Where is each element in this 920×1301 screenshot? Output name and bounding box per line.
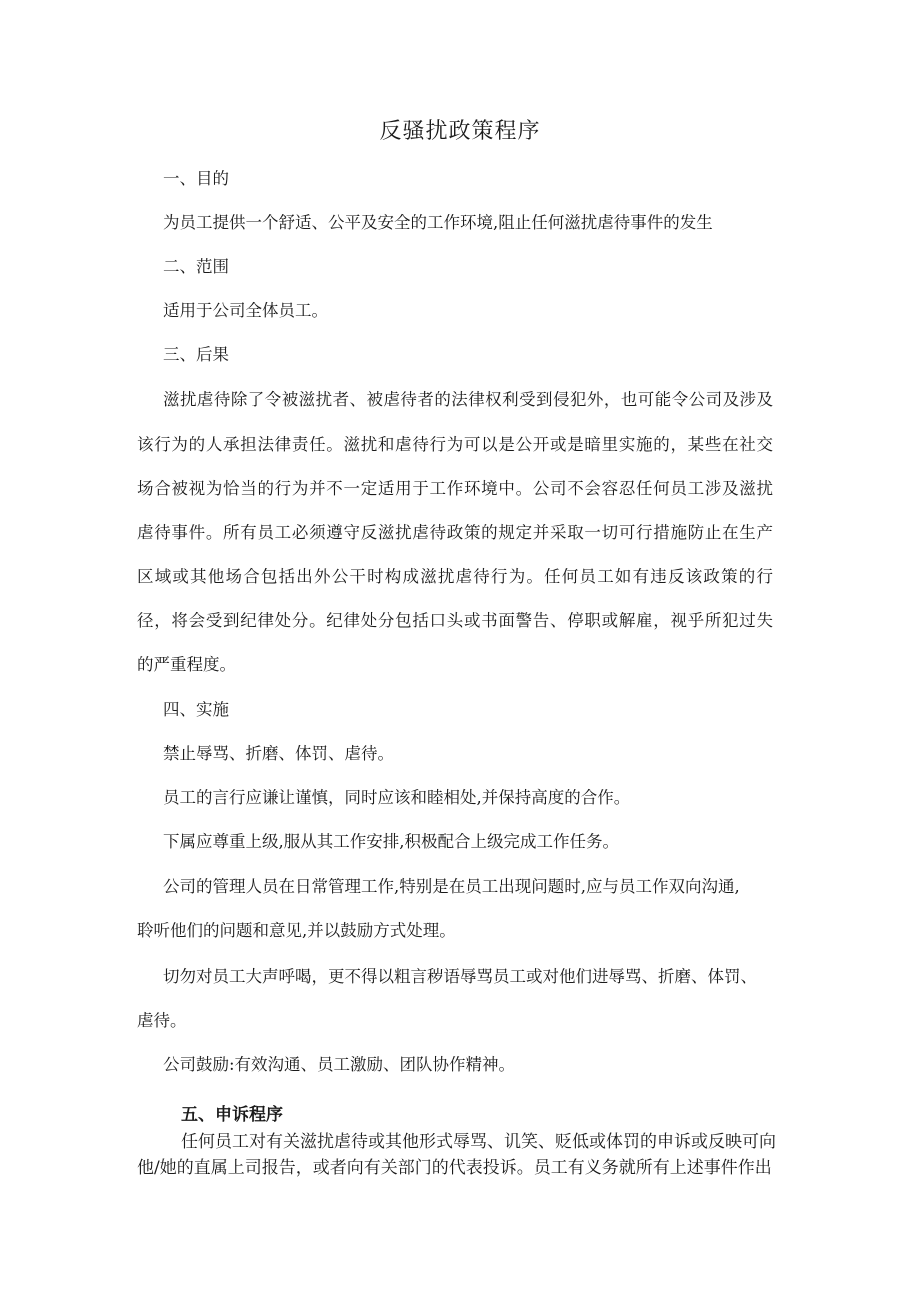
section-3-line: 的严重程度。	[137, 655, 236, 674]
section-4-paragraph-cont: 聆听他们的问题和意见,并以鼓励方式处理。	[137, 921, 456, 940]
section-4-paragraph: 切勿对员工大声呼喝，更不得以粗言秽语辱骂员工或对他们进辱骂、折磨、体罚、	[163, 967, 757, 986]
section-3-line: 径，将会受到纪律处分。纪律处分包括口头或书面警告、停职或解雇，视乎所犯过失	[137, 611, 773, 630]
section-4-paragraph: 下属应尊重上级,服从其工作安排,积极配合上级完成工作任务。	[163, 832, 619, 851]
section-3-line: 虐待事件。所有员工必须遵守反滋扰虐待政策的规定并采取一切可行措施防止在生产	[137, 523, 773, 542]
section-1-paragraph: 为员工提供一个舒适、公平及安全的工作环境,阻止任何滋扰虐待事件的发生	[163, 213, 713, 232]
document-title: 反骚扰政策程序	[379, 119, 541, 144]
section-3-heading: 三、后果	[163, 345, 229, 364]
section-5-line: 任何员工对有关滋扰虐待或其他形式辱骂、讥笑、贬低或体罚的申诉或反映可向	[181, 1132, 776, 1152]
section-4-paragraph: 员工的言行应谦让谨慎，同时应该和睦相处,并保持高度的合作。	[163, 788, 631, 807]
section-3-line: 场合被视为恰当的行为并不一定适用于工作环境中。公司不会容忍任何员工涉及滋扰	[137, 479, 773, 498]
section-4-heading: 四、实施	[163, 700, 229, 719]
section-1-heading: 一、目的	[163, 169, 229, 188]
section-5-heading: 五、申诉程序	[181, 1105, 283, 1125]
section-4-paragraph: 禁止辱骂、折磨、体罚、虐待。	[163, 744, 394, 763]
section-3-line: 滋扰虐待除了令被滋扰者、被虐待者的法律权利受到侵犯外，也可能令公司及涉及	[163, 390, 773, 409]
section-3-line: 区域或其他场合包括出外公干时构成滋扰虐待行为。任何员工如有违反该政策的行	[137, 567, 773, 586]
section-4-paragraph: 公司鼓励:有效沟通、员工激励、团队协作精神。	[163, 1055, 516, 1074]
section-3-line: 该行为的人承担法律责任。滋扰和虐待行为可以是公开或是暗里实施的，某些在社交	[137, 435, 773, 454]
section-4-paragraph-cont: 虐待。	[137, 1011, 187, 1030]
section-4-paragraph: 公司的管理人员在日常管理工作,特别是在员工出现问题时,应与员工作双向沟通,	[163, 877, 740, 896]
section-2-paragraph: 适用于公司全体员工。	[163, 301, 328, 320]
section-5-line: 他/她的直属上司报告，或者向有关部门的代表投诉。员工有义务就所有上述事件作出	[137, 1158, 772, 1178]
section-2-heading: 二、范围	[163, 257, 229, 276]
